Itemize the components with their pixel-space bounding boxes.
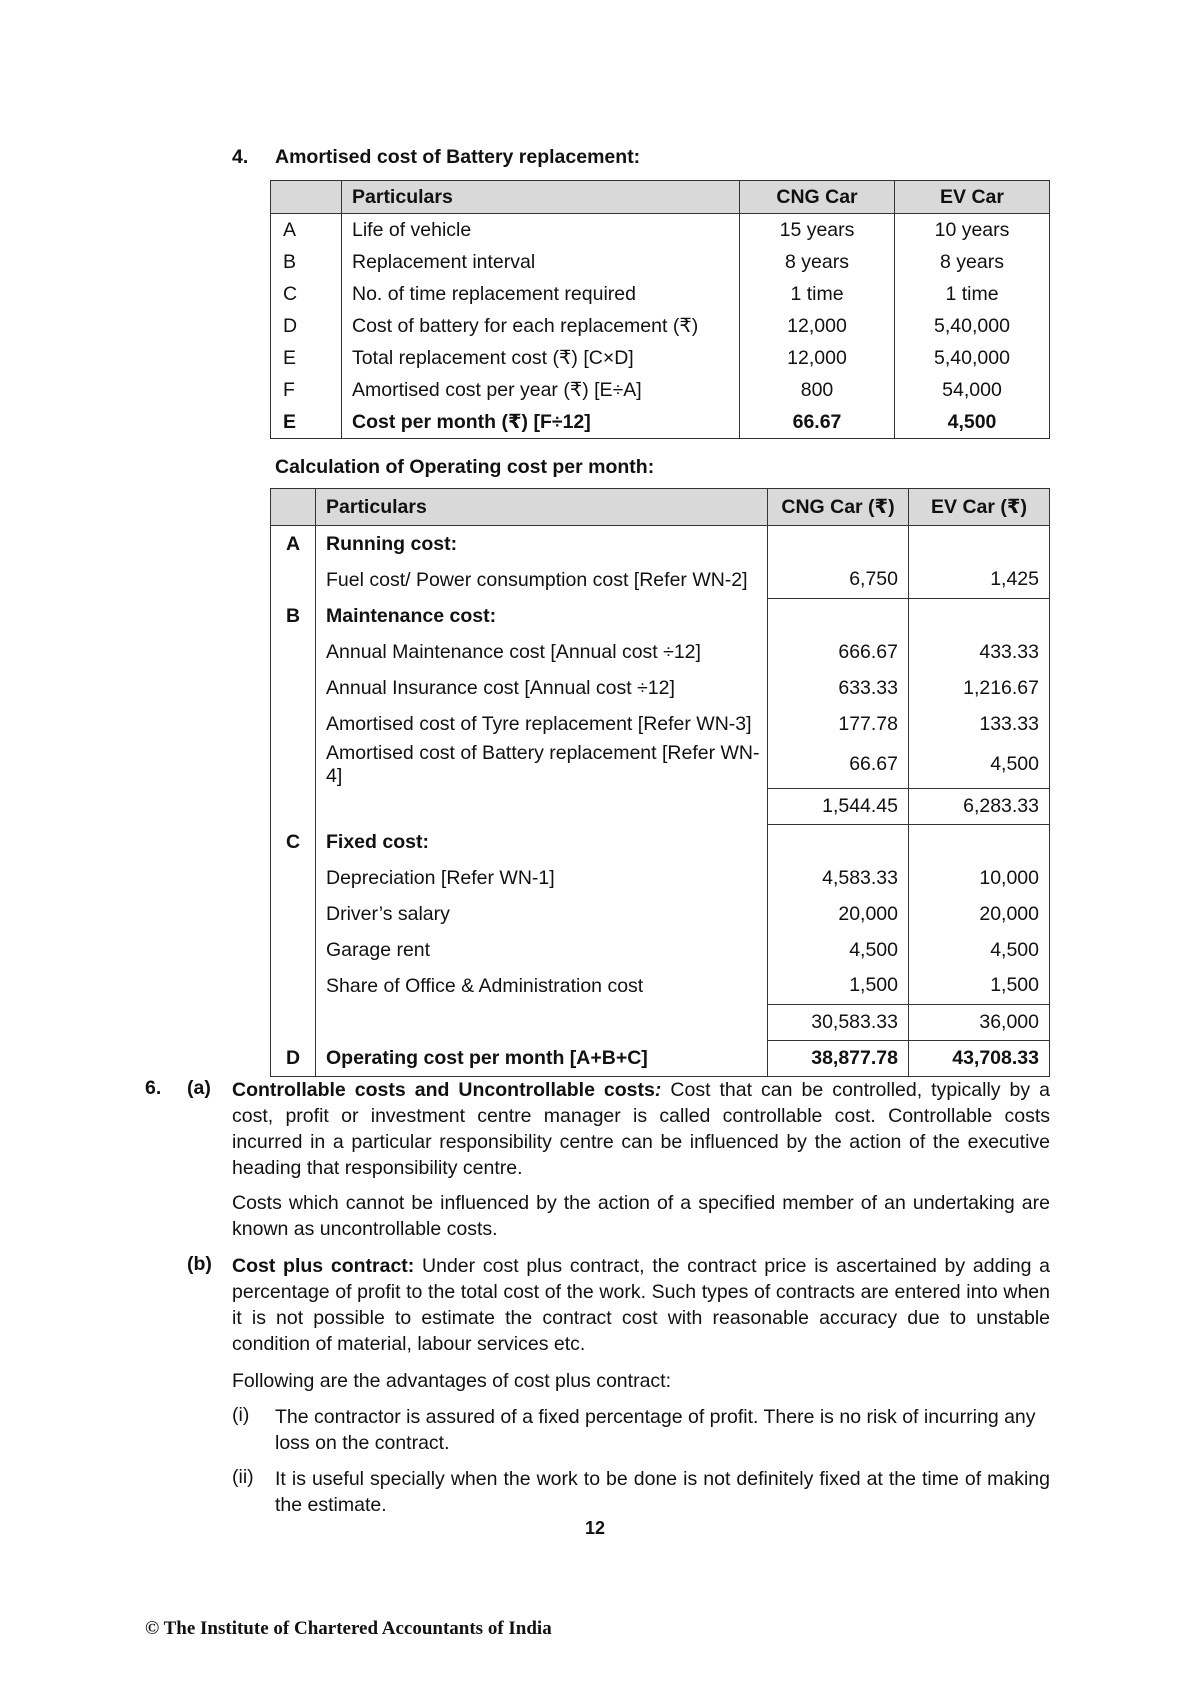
row-label bbox=[271, 860, 316, 896]
row-label: E bbox=[271, 406, 342, 439]
table-row bbox=[271, 788, 1050, 824]
table-row bbox=[271, 526, 1050, 563]
row-label: E bbox=[271, 342, 342, 374]
row-label bbox=[271, 932, 316, 968]
header-cng: CNG Car bbox=[740, 181, 895, 214]
row-cng-value: 6,750 bbox=[768, 562, 909, 598]
question-number: 6. bbox=[145, 1077, 162, 1099]
row-label: F bbox=[271, 374, 342, 406]
row-cng-value bbox=[768, 824, 909, 860]
row-particular: Amortised cost of Tyre replacement [Refer WN-3] bbox=[316, 706, 768, 742]
point-text: The contractor is assured of a fixed percentage of profit. There is no risk of incurring any loss on the contract. bbox=[275, 1406, 1036, 1454]
table-row bbox=[271, 896, 1050, 932]
row-cng-value: 4,583.33 bbox=[768, 860, 909, 896]
row-label: C bbox=[271, 824, 316, 860]
row-label bbox=[271, 634, 316, 670]
footer-copyright: © The Institute of Chartered Accountants of India bbox=[145, 1618, 552, 1639]
row-particular: Fuel cost/ Power consumption cost [Refer WN-2] bbox=[316, 562, 768, 598]
header-ev: EV Car (₹) bbox=[909, 489, 1050, 526]
row-cng-value: 633.33 bbox=[768, 670, 909, 706]
table-row bbox=[271, 374, 1050, 406]
row-label bbox=[271, 896, 316, 932]
operating-title: Calculation of Operating cost per month: bbox=[275, 456, 655, 478]
row-label bbox=[271, 968, 316, 1004]
row-label: B bbox=[271, 598, 316, 634]
table-row bbox=[271, 634, 1050, 670]
row-cng-value: 177.78 bbox=[768, 706, 909, 742]
row-ev-value bbox=[909, 598, 1050, 634]
row-cng-value bbox=[768, 598, 909, 634]
row-label bbox=[271, 706, 316, 742]
row-cng-value: 38,877.78 bbox=[768, 1040, 909, 1077]
row-ev-value: 10 years bbox=[895, 214, 1050, 247]
row-label: B bbox=[271, 246, 342, 278]
row-particular: Annual Insurance cost [Annual cost ÷12] bbox=[316, 670, 768, 706]
point-label: (i) bbox=[232, 1404, 250, 1426]
table-row bbox=[271, 214, 1050, 247]
row-cng-value: 8 years bbox=[740, 246, 895, 278]
part-a-heading: Controllable costs and Uncontrollable costs bbox=[232, 1079, 655, 1101]
row-label bbox=[271, 788, 316, 824]
row-particular: Annual Maintenance cost [Annual cost ÷12] bbox=[316, 634, 768, 670]
row-cng-value: 12,000 bbox=[740, 310, 895, 342]
table-header-row bbox=[271, 489, 1050, 526]
header-particulars: Particulars bbox=[342, 181, 740, 214]
table-row bbox=[271, 1040, 1050, 1077]
row-particular: Total replacement cost (₹) [C×D] bbox=[342, 342, 740, 374]
row-cng-value: 1,500 bbox=[768, 968, 909, 1004]
table-row bbox=[271, 310, 1050, 342]
row-ev-value: 433.33 bbox=[909, 634, 1050, 670]
row-label bbox=[271, 1004, 316, 1040]
row-ev-value: 54,000 bbox=[895, 374, 1050, 406]
row-cng-value: 1,544.45 bbox=[768, 788, 909, 824]
row-ev-value: 5,40,000 bbox=[895, 342, 1050, 374]
operating-cost-table bbox=[270, 488, 1050, 1077]
row-particular: Amortised cost per year (₹) [E÷A] bbox=[342, 374, 740, 406]
row-particular: Cost per month (₹) [F÷12] bbox=[342, 406, 740, 439]
part-a-colon: : bbox=[654, 1079, 662, 1101]
header-particulars: Particulars bbox=[316, 489, 768, 526]
row-particular: Running cost: bbox=[316, 526, 768, 563]
row-ev-value: 4,500 bbox=[895, 406, 1050, 439]
header-blank bbox=[271, 489, 316, 526]
row-ev-value: 1,500 bbox=[909, 968, 1050, 1004]
table-row bbox=[271, 562, 1050, 598]
point-text: It is useful specially when the work to be done is not definitely fixed at the time of making the estimate. bbox=[275, 1468, 1050, 1516]
row-ev-value: 10,000 bbox=[909, 860, 1050, 896]
row-cng-value: 666.67 bbox=[768, 634, 909, 670]
row-particular: Driver’s salary bbox=[316, 896, 768, 932]
page-number: 12 bbox=[585, 1518, 606, 1538]
part-a-label: (a) bbox=[187, 1077, 211, 1099]
row-particular: Fixed cost: bbox=[316, 824, 768, 860]
battery-replacement-table bbox=[270, 180, 1050, 439]
row-label: A bbox=[271, 214, 342, 247]
row-label bbox=[271, 670, 316, 706]
part-b-heading: Cost plus contract: bbox=[232, 1255, 415, 1277]
section-title: Amortised cost of Battery replacement: bbox=[275, 146, 641, 168]
table-row bbox=[271, 1004, 1050, 1040]
row-cng-value: 15 years bbox=[740, 214, 895, 247]
row-particular bbox=[316, 1004, 768, 1040]
row-ev-value: 4,500 bbox=[909, 932, 1050, 968]
table-row bbox=[271, 246, 1050, 278]
row-label: C bbox=[271, 278, 342, 310]
row-particular: Replacement interval bbox=[342, 246, 740, 278]
row-particular: Garage rent bbox=[316, 932, 768, 968]
table-row bbox=[271, 670, 1050, 706]
row-label bbox=[271, 562, 316, 598]
row-cng-value: 66.67 bbox=[740, 406, 895, 439]
row-particular: Cost of battery for each replacement (₹) bbox=[342, 310, 740, 342]
row-cng-value: 1 time bbox=[740, 278, 895, 310]
row-ev-value: 8 years bbox=[895, 246, 1050, 278]
row-ev-value: 1,216.67 bbox=[909, 670, 1050, 706]
table-row bbox=[271, 598, 1050, 634]
part-a-text: Cost that can be controlled, typically by a cost, profit or investment centre manager is called controllable cost. Controllable costs incurred in a particular responsibility centre can be influenced by the action of the executive heading that responsibility centre. bbox=[232, 1079, 1051, 1179]
part-b-label: (b) bbox=[187, 1253, 212, 1275]
section-number: 4. bbox=[232, 146, 249, 168]
row-label: D bbox=[271, 1040, 316, 1077]
row-particular: Operating cost per month [A+B+C] bbox=[316, 1040, 768, 1077]
row-ev-value: 36,000 bbox=[909, 1004, 1050, 1040]
row-ev-value: 1,425 bbox=[909, 562, 1050, 598]
row-ev-value: 43,708.33 bbox=[909, 1040, 1050, 1077]
row-ev-value bbox=[909, 526, 1050, 563]
table-row bbox=[271, 860, 1050, 896]
table-row bbox=[271, 824, 1050, 860]
row-cng-value bbox=[768, 526, 909, 563]
row-cng-value: 20,000 bbox=[768, 896, 909, 932]
row-cng-value: 800 bbox=[740, 374, 895, 406]
row-particular: Amortised cost of Battery replacement [Refer WN-4] bbox=[316, 742, 768, 788]
row-particular: No. of time replacement required bbox=[342, 278, 740, 310]
table-row bbox=[271, 968, 1050, 1004]
row-label: A bbox=[271, 526, 316, 563]
row-ev-value: 1 time bbox=[895, 278, 1050, 310]
table-row bbox=[271, 706, 1050, 742]
row-cng-value: 4,500 bbox=[768, 932, 909, 968]
row-label bbox=[271, 742, 316, 788]
part-b-paragraph bbox=[232, 1253, 1050, 1357]
row-ev-value bbox=[909, 824, 1050, 860]
row-ev-value: 20,000 bbox=[909, 896, 1050, 932]
table-row bbox=[271, 342, 1050, 374]
part-a-paragraph-2: Costs which cannot be influenced by the action of a specified member of an undertaking are known as uncontrollable costs. bbox=[232, 1192, 1050, 1240]
row-particular: Share of Office & Administration cost bbox=[316, 968, 768, 1004]
row-label: D bbox=[271, 310, 342, 342]
header-blank bbox=[271, 181, 342, 214]
header-ev: EV Car bbox=[895, 181, 1050, 214]
part-b-intro: Following are the advantages of cost plus contract: bbox=[232, 1370, 671, 1392]
row-ev-value: 6,283.33 bbox=[909, 788, 1050, 824]
row-particular: Maintenance cost: bbox=[316, 598, 768, 634]
row-particular bbox=[316, 788, 768, 824]
row-cng-value: 30,583.33 bbox=[768, 1004, 909, 1040]
table-row bbox=[271, 742, 1050, 788]
row-cng-value: 12,000 bbox=[740, 342, 895, 374]
header-cng: CNG Car (₹) bbox=[768, 489, 909, 526]
table-row bbox=[271, 932, 1050, 968]
part-a-paragraph bbox=[232, 1077, 1050, 1181]
row-cng-value: 66.67 bbox=[768, 742, 909, 788]
part-b-text: Under cost plus contract, the contract price is ascertained by adding a percentage of profit to the total cost of the work. Such types of contracts are entered into when it is not possible to estimate the contract cost with reasonable accuracy due to unstable condition of material, labour services etc. bbox=[232, 1255, 1050, 1355]
table-header-row bbox=[271, 181, 1050, 214]
row-ev-value: 5,40,000 bbox=[895, 310, 1050, 342]
row-ev-value: 133.33 bbox=[909, 706, 1050, 742]
table-row bbox=[271, 406, 1050, 439]
table-row bbox=[271, 278, 1050, 310]
point-label: (ii) bbox=[232, 1466, 254, 1488]
row-ev-value: 4,500 bbox=[909, 742, 1050, 788]
row-particular: Depreciation [Refer WN-1] bbox=[316, 860, 768, 896]
row-particular: Life of vehicle bbox=[342, 214, 740, 247]
